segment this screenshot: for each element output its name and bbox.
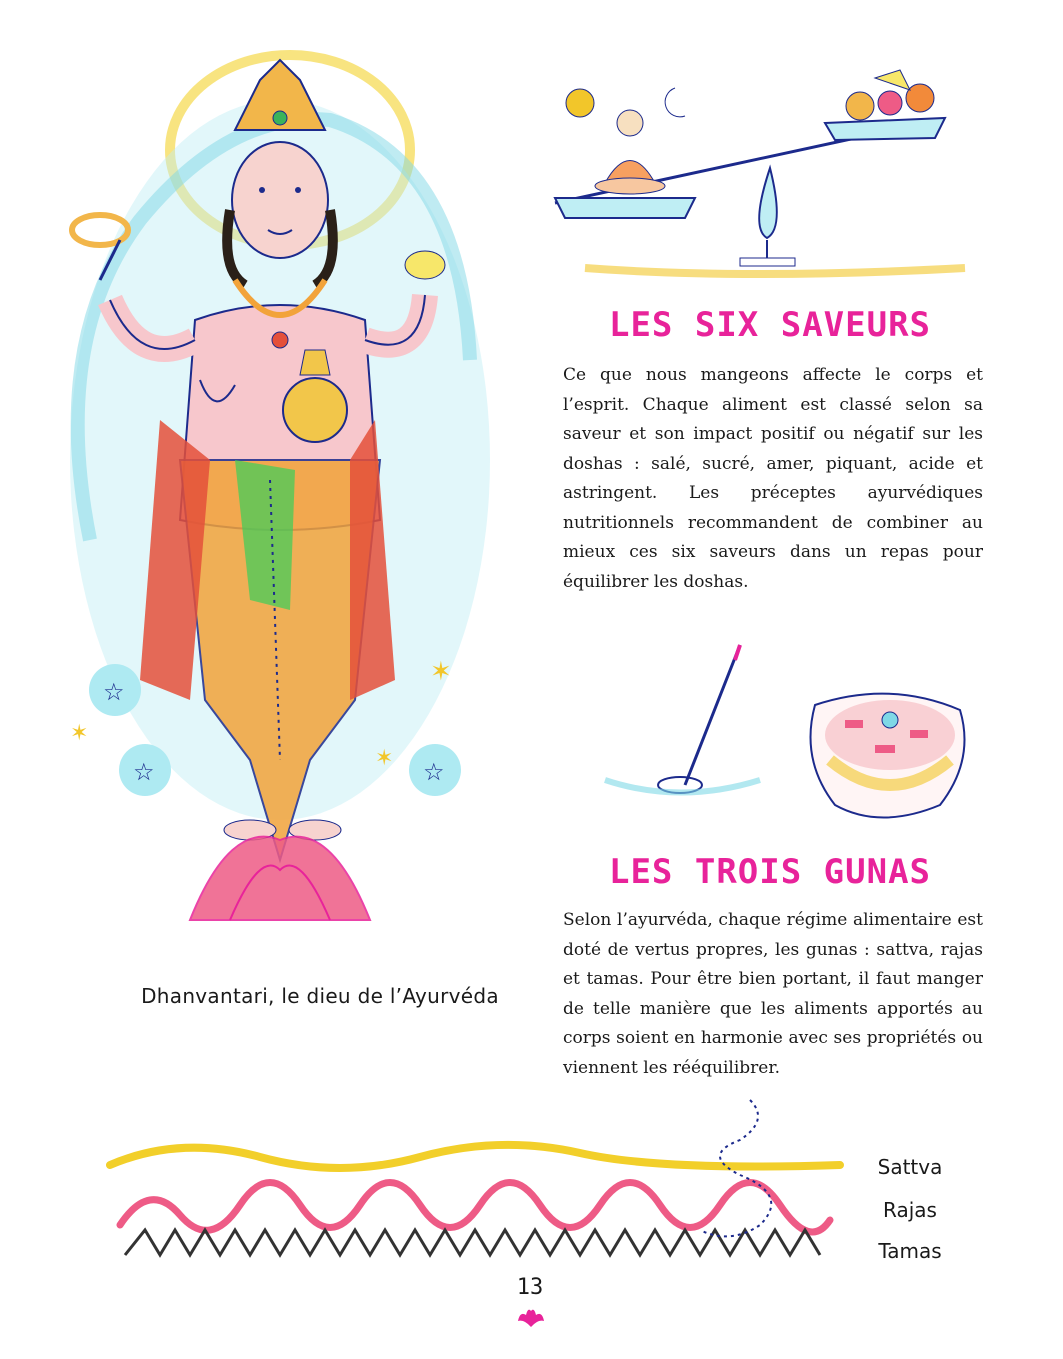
balance-scale-illustration bbox=[545, 68, 1035, 283]
bowl-incense-illustration bbox=[600, 640, 1000, 840]
svg-text:☆: ☆ bbox=[133, 758, 155, 786]
section-text-trois-gunas: Selon l’ayurvéda, chaque régime alimentaire est doté de vertus propres, les gunas : sattva, rajas et tamas. Pour être bien portant, il faut manger de telle manière que les aliments apportés au corps soient en harmonie avec ses propriétés ou viennent les rééquilibrer. bbox=[563, 910, 983, 1078]
svg-text:✶: ✶ bbox=[375, 746, 394, 771]
svg-text:☆: ☆ bbox=[423, 758, 445, 786]
label-rajas: Rajas bbox=[883, 1198, 937, 1222]
sattva-wave bbox=[110, 1145, 840, 1168]
section-text-six-saveurs: Ce que nous mangeons affecte le corps et l’esprit. Chaque aliment est classé selon sa saveur et son impact positif ou négatif sur les doshas : salé, sucré, amer, piquant, acide et astringent. Les préceptes ayurvédiques nutritionnels recommandent de combiner au mieux ces six saveurs dans un repas pour équilibrer les doshas. bbox=[563, 365, 983, 592]
page-number: 13 bbox=[516, 1275, 544, 1300]
illustration-caption: Dhanvantari, le dieu de l’Ayurvéda bbox=[141, 984, 499, 1008]
svg-text:☆: ☆ bbox=[103, 678, 125, 706]
tamas-wave bbox=[125, 1230, 820, 1255]
dhanvantari-illustration bbox=[30, 40, 530, 960]
rajas-wave bbox=[120, 1183, 830, 1233]
label-tamas: Tamas bbox=[878, 1239, 942, 1263]
label-sattva: Sattva bbox=[877, 1155, 943, 1179]
gunas-waves-illustration bbox=[100, 1095, 850, 1275]
section-title-trois-gunas: LES TROIS GUNAS bbox=[608, 852, 932, 892]
lotus-ornament-icon bbox=[514, 1305, 548, 1329]
svg-text:✶: ✶ bbox=[430, 657, 452, 687]
section-title-six-saveurs: LES SIX SAVEURS bbox=[608, 305, 932, 345]
svg-text:✶: ✶ bbox=[70, 721, 89, 746]
